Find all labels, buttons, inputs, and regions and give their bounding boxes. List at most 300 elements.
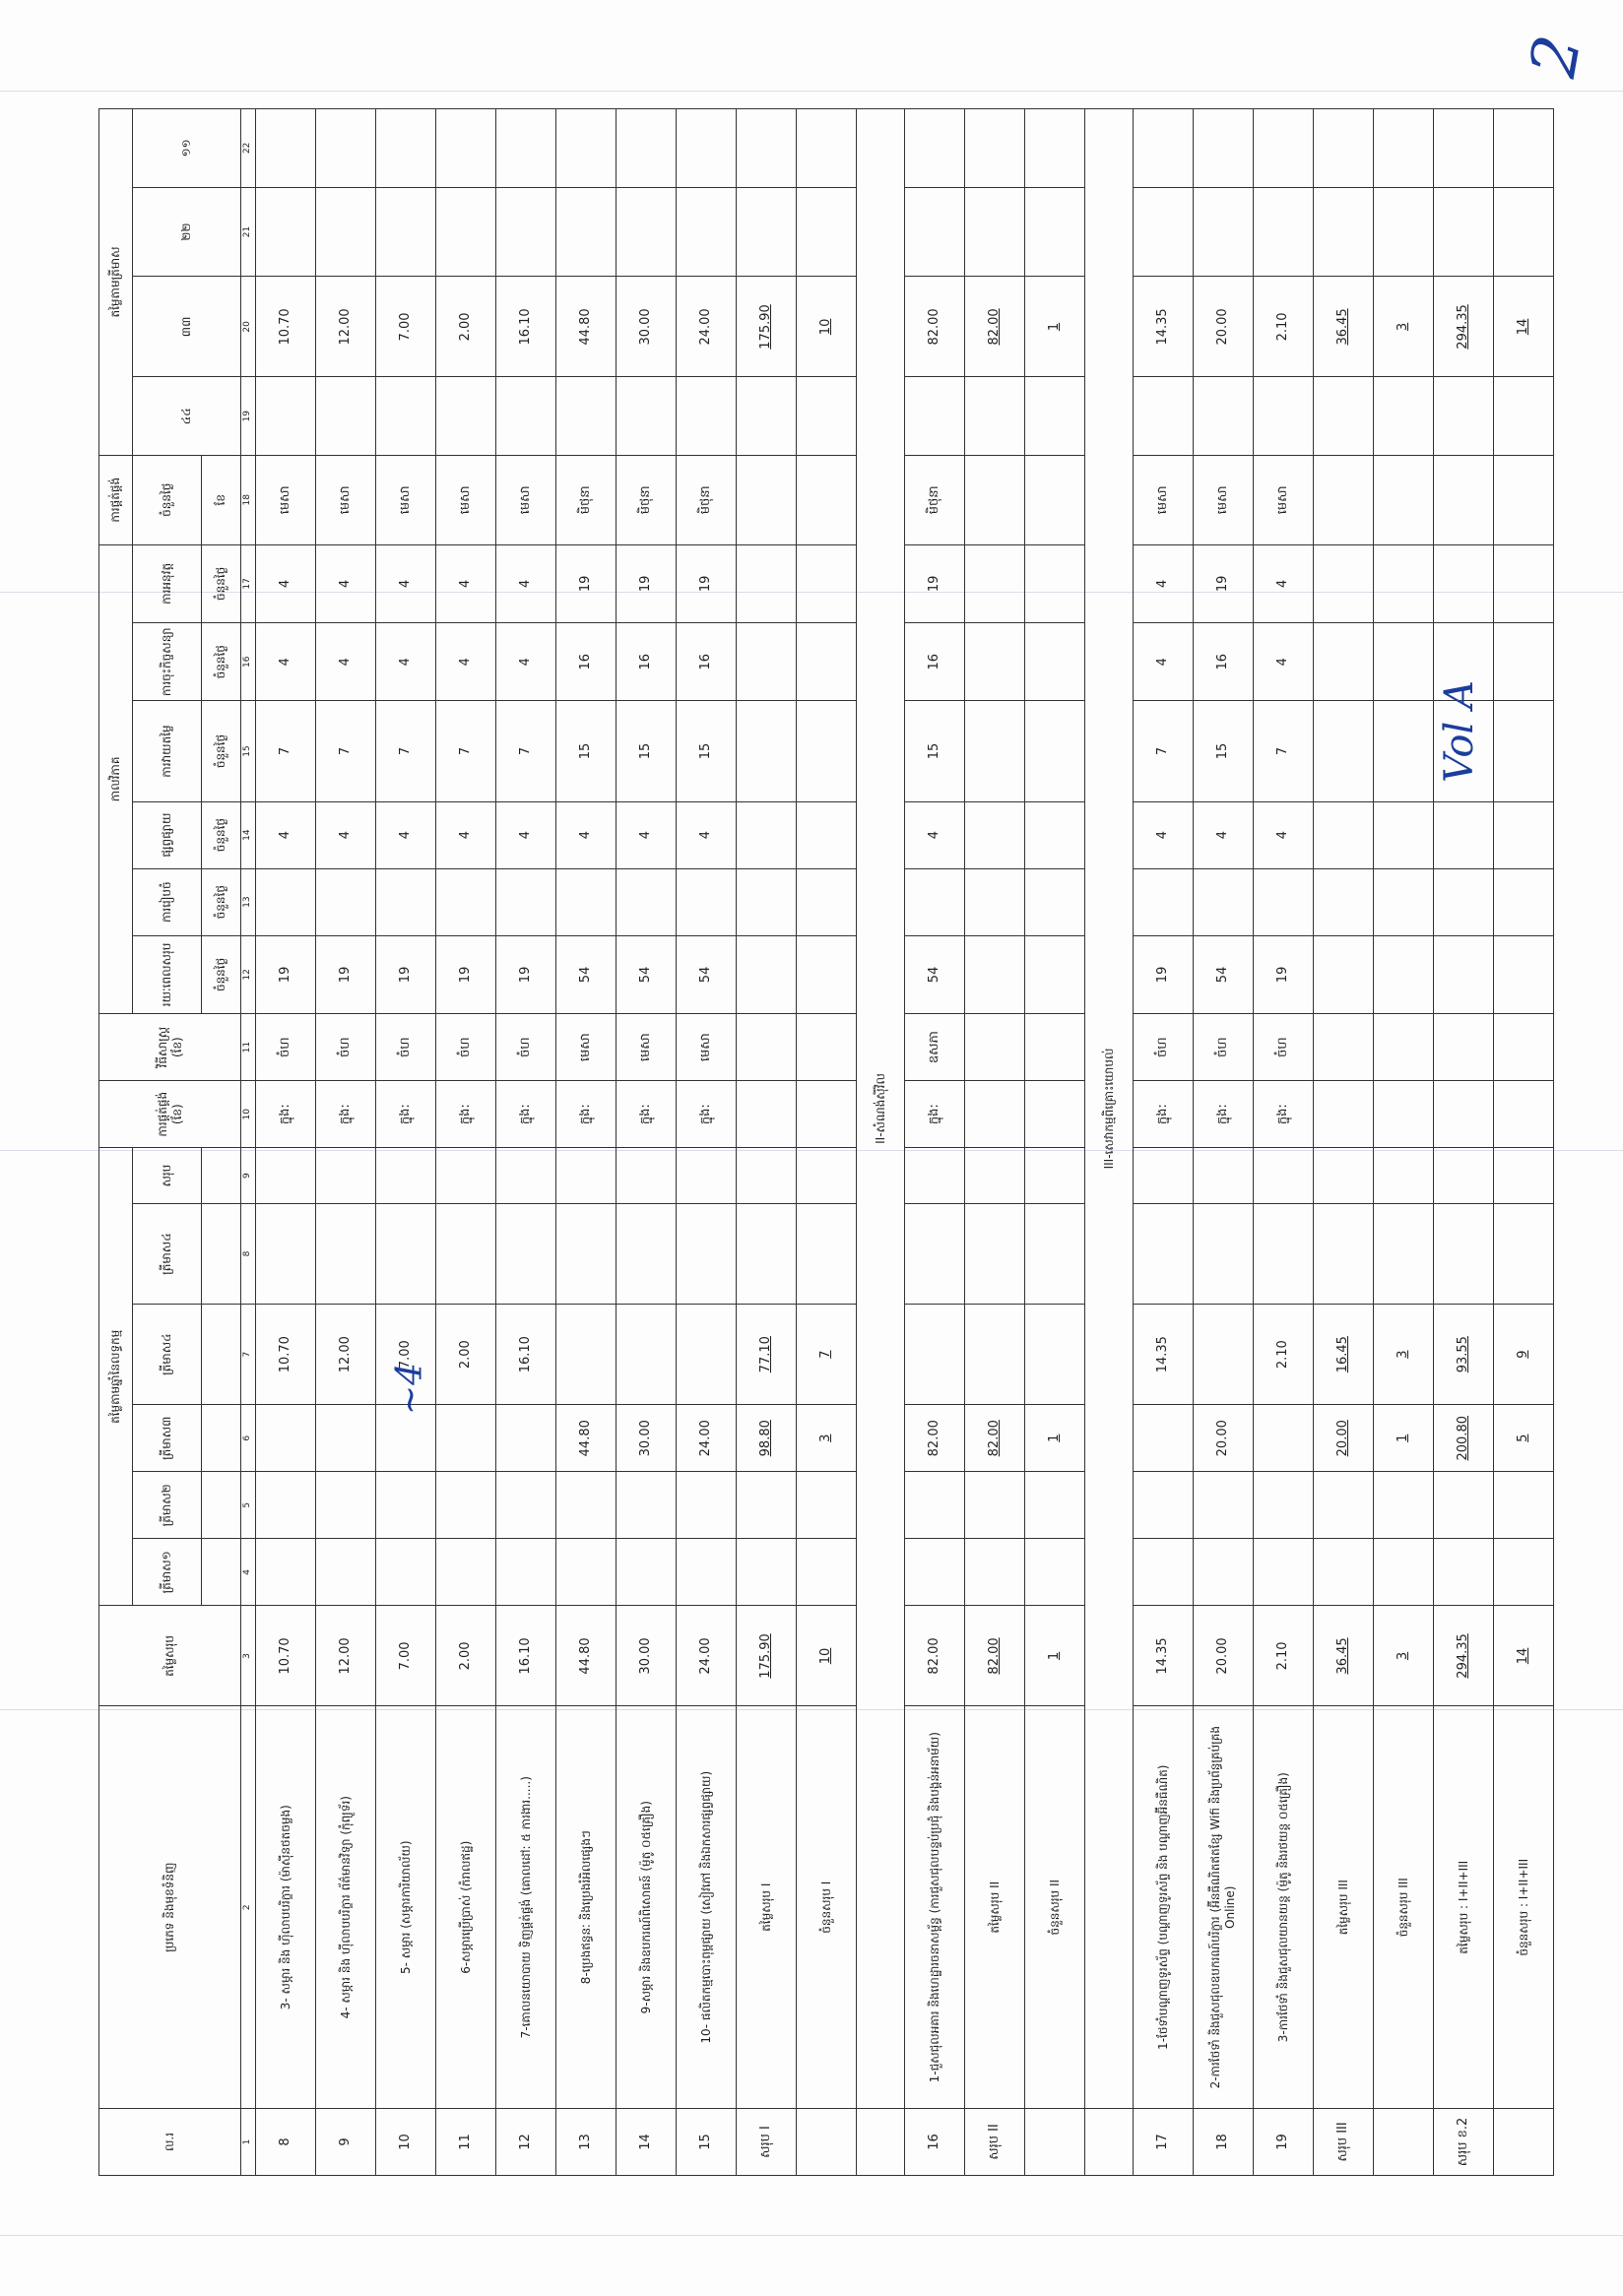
sched-total: រយៈពេលសរុប <box>133 935 202 1013</box>
quarter-cell: 82.00 <box>905 277 965 377</box>
budget-cell: 2.00 <box>436 1305 496 1405</box>
schedule-cell: 54 <box>556 935 617 1013</box>
row-no <box>1085 2108 1134 2175</box>
budget-cell <box>256 1539 316 1606</box>
quarter-cell: 2.10 <box>1254 277 1314 377</box>
row-no: 9 <box>316 2108 376 2175</box>
budget-cell <box>376 1539 436 1606</box>
schedule-cell <box>1494 544 1554 622</box>
schedule-cell: 4 <box>256 623 316 701</box>
table-row <box>316 109 376 2176</box>
budget-cell <box>496 1203 556 1304</box>
delivery-month <box>1434 455 1494 544</box>
summary-row <box>1494 109 1554 2176</box>
delivery-month <box>1025 455 1085 544</box>
schedule-cell: 4 <box>1134 623 1194 701</box>
schedule-cell: 15 <box>677 701 737 801</box>
budget-q1: ត្រីមាស១ <box>133 1539 202 1606</box>
delivery-month: មេសា <box>496 455 556 544</box>
method-b: ចំហ <box>1134 1014 1194 1081</box>
quarter-cell <box>1434 109 1494 188</box>
schedule-cell <box>1494 701 1554 801</box>
summary-row <box>1025 109 1085 2176</box>
header-no: ល.រ <box>99 2108 241 2175</box>
budget-cell <box>1434 1472 1494 1539</box>
schedule-cell: 4 <box>1254 623 1314 701</box>
table-row <box>1194 109 1254 2176</box>
header-desc: ប្រភេទ និងមុខទំនិញ <box>99 1706 241 2108</box>
budget-cell <box>436 1472 496 1539</box>
budget-cell <box>436 1203 496 1304</box>
sched-evaluate: ការវាយតម្លៃ <box>133 701 202 801</box>
column-number-row <box>241 109 256 2176</box>
budget-sum: សរុប <box>133 1148 202 1204</box>
schedule-cell <box>1314 701 1374 801</box>
quarter-cell <box>1374 187 1434 277</box>
row-no: 8 <box>256 2108 316 2175</box>
budget-cell: 77.10 <box>737 1305 797 1405</box>
budget-cell <box>617 1203 677 1304</box>
quarter-cell <box>617 377 677 455</box>
budget-cell <box>1374 1472 1434 1539</box>
budget-extra <box>617 1148 677 1204</box>
quarter-cell <box>1025 377 1085 455</box>
schedule-cell <box>1434 544 1494 622</box>
method-b <box>1025 1014 1085 1081</box>
method-b: ចំហ <box>256 1014 316 1081</box>
table-row <box>1134 109 1194 2176</box>
row-no <box>797 2108 857 2175</box>
schedule-cell: 4 <box>496 544 556 622</box>
quarter-cell <box>436 377 496 455</box>
quarter-cell <box>965 377 1025 455</box>
method-a <box>737 1081 797 1148</box>
quarter-cell <box>1254 109 1314 188</box>
budget-cell <box>905 1472 965 1539</box>
budget-cell <box>1374 1203 1434 1304</box>
quarter-cell <box>1434 377 1494 455</box>
quarter-cell <box>436 187 496 277</box>
row-total: 294.35 <box>1434 1606 1494 1706</box>
quarter-cell <box>556 187 617 277</box>
schedule-cell: 19 <box>256 935 316 1013</box>
quarter-cell: 36.45 <box>1314 277 1374 377</box>
row-no: 17 <box>1134 2108 1194 2175</box>
summary-row <box>797 109 857 2176</box>
schedule-cell: 7 <box>1134 701 1194 801</box>
quarter-cell <box>556 109 617 188</box>
budget-cell <box>556 1203 617 1304</box>
header-delivery-group: ការផ្គត់ផ្គង់ <box>99 455 133 544</box>
budget-cell <box>617 1539 677 1606</box>
quarter-cell <box>905 377 965 455</box>
row-no: 10 <box>376 2108 436 2175</box>
row-total: 10 <box>797 1606 857 1706</box>
schedule-cell <box>905 868 965 935</box>
budget-cell <box>797 1203 857 1304</box>
budget-cell <box>496 1405 556 1472</box>
schedule-cell <box>737 701 797 801</box>
method-a: ក្នុង: <box>376 1081 436 1148</box>
column-number: 16 <box>241 623 256 701</box>
summary-row <box>965 109 1025 2176</box>
row-desc: 9-សម្ភារ និងឧបករណ៍ពិសោធន៍ (ម៉ូតូ ០៥គ្រឿង) <box>617 1706 677 2108</box>
row-desc: 3-ការថែទាំ និងជួសជុលយានយន្ត (ម៉ូតូ និងរថយន្ត ០៥គ្រឿង) <box>1254 1706 1314 2108</box>
budget-cell <box>436 1405 496 1472</box>
schedule-cell: 4 <box>1254 801 1314 868</box>
budget-extra <box>556 1148 617 1204</box>
schedule-cell: 4 <box>436 801 496 868</box>
budget-cell: 14.35 <box>1134 1305 1194 1405</box>
header-budget-group: តម្លៃតាមឆ្នាំនៃលទ្ធកម្ម <box>99 1148 133 1606</box>
quarter-cell <box>1314 187 1374 277</box>
budget-cell <box>737 1472 797 1539</box>
schedule-cell: 19 <box>316 935 376 1013</box>
budget-cell: 16.45 <box>1314 1305 1374 1405</box>
schedule-cell: 19 <box>617 544 677 622</box>
schedule-cell: 4 <box>496 623 556 701</box>
method-a <box>1025 1081 1085 1148</box>
schedule-cell: 19 <box>376 935 436 1013</box>
budget-cell: 5 <box>1494 1405 1554 1472</box>
quarter-cell <box>905 109 965 188</box>
budget-cell <box>1314 1203 1374 1304</box>
budget-extra <box>905 1148 965 1204</box>
budget-cell <box>1134 1472 1194 1539</box>
budget-cell <box>737 1203 797 1304</box>
budget-cell: 98.80 <box>737 1405 797 1472</box>
delivery-month <box>737 455 797 544</box>
budget-cell: 2.10 <box>1254 1305 1314 1405</box>
quarter-cell <box>1134 109 1194 188</box>
sched-unit-4: ចំនួនថ្ងៃ <box>202 701 241 801</box>
quarter-cell <box>376 377 436 455</box>
budget-cell <box>1025 1305 1085 1405</box>
row-no: 15 <box>677 2108 737 2175</box>
budget-cell <box>556 1305 617 1405</box>
column-number: 3 <box>241 1606 256 1706</box>
schedule-cell: 4 <box>316 623 376 701</box>
delivery-month <box>1374 455 1434 544</box>
schedule-cell <box>965 701 1025 801</box>
method-a <box>1434 1081 1494 1148</box>
quarter-cell <box>1494 187 1554 277</box>
method-b: ចំហ <box>436 1014 496 1081</box>
schedule-cell: 4 <box>1134 544 1194 622</box>
quarter-cell: 14 <box>1494 277 1554 377</box>
column-number: 19 <box>241 377 256 455</box>
method-b: មេសា <box>617 1014 677 1081</box>
column-number: 13 <box>241 868 256 935</box>
quarter-cell: 10.70 <box>256 277 316 377</box>
schedule-cell <box>737 801 797 868</box>
schedule-cell <box>965 935 1025 1013</box>
schedule-cell <box>965 544 1025 622</box>
schedule-cell <box>1025 623 1085 701</box>
schedule-cell: 15 <box>905 701 965 801</box>
sched-unit-3: ចំនួនថ្ងៃ <box>202 801 241 868</box>
schedule-cell: 4 <box>436 623 496 701</box>
quarter-cell <box>1194 109 1254 188</box>
row-no: 18 <box>1194 2108 1254 2175</box>
row-no: 13 <box>556 2108 617 2175</box>
delivery-month: មេសា <box>1134 455 1194 544</box>
schedule-cell: 4 <box>316 801 376 868</box>
column-number: 1 <box>241 2108 256 2175</box>
schedule-cell: 54 <box>617 935 677 1013</box>
sched-prep: ការរៀបចំ <box>133 868 202 935</box>
budget-cell <box>1025 1203 1085 1304</box>
budget-cell <box>1434 1203 1494 1304</box>
budget-cell <box>905 1203 965 1304</box>
quarter-cell <box>617 109 677 188</box>
row-total: 12.00 <box>316 1606 376 1706</box>
method-a: ក្នុង: <box>677 1081 737 1148</box>
budget-cell <box>1194 1203 1254 1304</box>
budget-cell <box>737 1539 797 1606</box>
schedule-cell: 7 <box>496 701 556 801</box>
budget-cell <box>677 1472 737 1539</box>
quarter-cell <box>677 109 737 188</box>
budget-cell <box>1194 1539 1254 1606</box>
delivery-month: មេសា <box>436 455 496 544</box>
schedule-cell: 4 <box>376 801 436 868</box>
schedule-cell: 15 <box>556 701 617 801</box>
schedule-cell <box>1494 801 1554 868</box>
quarter-cell <box>965 187 1025 277</box>
row-no: 16 <box>905 2108 965 2175</box>
quarter-cell <box>1025 187 1085 277</box>
method-a: ក្នុង: <box>1134 1081 1194 1148</box>
budget-unit-4 <box>202 1305 241 1405</box>
budget-cell: 24.00 <box>677 1405 737 1472</box>
budget-cell <box>1134 1539 1194 1606</box>
header-method-a: ការផ្គត់ផ្គង់ (ខែ) <box>99 1081 241 1148</box>
schedule-cell <box>376 868 436 935</box>
row-desc: 5- សម្ភារ (សម្ភារការិយាល័យ) <box>376 1706 436 2108</box>
budget-extra <box>797 1148 857 1204</box>
quarter-cell <box>797 377 857 455</box>
method-b <box>965 1014 1025 1081</box>
budget-cell <box>316 1405 376 1472</box>
budget-unit-3 <box>202 1405 241 1472</box>
section-label: II-សំណង់ស៊ីវិល <box>857 109 905 2109</box>
column-number: 18 <box>241 455 256 544</box>
quarter-cell: 14.35 <box>1134 277 1194 377</box>
budget-extra <box>256 1148 316 1204</box>
schedule-cell <box>1434 868 1494 935</box>
budget-q5: ត្រីមាស៤ <box>133 1203 202 1304</box>
row-total: 24.00 <box>677 1606 737 1706</box>
budget-extra <box>1254 1148 1314 1204</box>
schedule-cell <box>1434 935 1494 1013</box>
budget-unit-6 <box>202 1148 241 1204</box>
schedule-cell <box>1374 935 1434 1013</box>
schedule-cell <box>1374 623 1434 701</box>
quarter-cell <box>1434 187 1494 277</box>
budget-cell <box>797 1539 857 1606</box>
schedule-cell <box>737 544 797 622</box>
budget-cell <box>1025 1472 1085 1539</box>
schedule-cell <box>1374 701 1434 801</box>
row-desc: 4- សម្ភារ និង ហ៊ីលាបបរិក្ខារ ព័ត៌មានវិទ្យា (កុំព្យូទ័រ) <box>316 1706 376 2108</box>
budget-unit-1 <box>202 1539 241 1606</box>
schedule-cell <box>1025 935 1085 1013</box>
row-total: 30.00 <box>617 1606 677 1706</box>
row-total: 2.10 <box>1254 1606 1314 1706</box>
row-total: 10.70 <box>256 1606 316 1706</box>
quarter-cell <box>737 187 797 277</box>
budget-cell: 82.00 <box>965 1405 1025 1472</box>
method-b: មេសា <box>556 1014 617 1081</box>
sched-publish: ផ្សព្វផ្សាយ <box>133 801 202 868</box>
row-desc: តម្លៃសរុប : I+II+III <box>1434 1706 1494 2108</box>
budget-cell <box>1134 1203 1194 1304</box>
budget-extra <box>1314 1148 1374 1204</box>
budget-cell: 20.00 <box>1194 1405 1254 1472</box>
column-number: 20 <box>241 277 256 377</box>
budget-cell <box>496 1472 556 1539</box>
quarter-cell <box>905 187 965 277</box>
row-no: 14 <box>617 2108 677 2175</box>
delivery-month: មិថុនា <box>905 455 965 544</box>
row-no <box>1374 2108 1434 2175</box>
column-number: 22 <box>241 109 256 188</box>
row-no <box>1494 2108 1554 2175</box>
schedule-cell <box>797 935 857 1013</box>
budget-cell <box>256 1405 316 1472</box>
schedule-cell: 4 <box>905 801 965 868</box>
row-desc: ចំនួនសរុប II <box>1025 1706 1085 2108</box>
method-b <box>1434 1014 1494 1081</box>
sched-unit-2: ចំនួនថ្ងៃ <box>202 868 241 935</box>
schedule-cell <box>617 868 677 935</box>
row-total: 36.45 <box>1314 1606 1374 1706</box>
delivery-month: មេសា <box>316 455 376 544</box>
quarter-cell <box>496 377 556 455</box>
budget-cell <box>376 1472 436 1539</box>
row-no <box>857 2108 905 2175</box>
quarter-cell <box>496 187 556 277</box>
quarter-cell <box>1494 377 1554 455</box>
schedule-cell: 19 <box>677 544 737 622</box>
row-desc: តម្លៃសរុប III <box>1314 1706 1374 2108</box>
schedule-cell: 15 <box>1194 701 1254 801</box>
column-number: 15 <box>241 701 256 801</box>
budget-extra <box>1434 1148 1494 1204</box>
budget-cell <box>1194 1472 1254 1539</box>
method-b: មេសា <box>677 1014 737 1081</box>
row-desc: តម្លៃសរុប I <box>737 1706 797 2108</box>
quarter-cell <box>677 187 737 277</box>
header-method-b: វិធីសាស្ត្រ (ខែ) <box>99 1014 241 1081</box>
budget-cell <box>1314 1539 1374 1606</box>
budget-cell: 44.80 <box>556 1405 617 1472</box>
quarter-cell: 2.00 <box>436 277 496 377</box>
method-a <box>965 1081 1025 1148</box>
method-b <box>1494 1014 1554 1081</box>
schedule-cell: 54 <box>905 935 965 1013</box>
column-number: 7 <box>241 1305 256 1405</box>
budget-extra <box>737 1148 797 1204</box>
quarter-cell <box>1194 187 1254 277</box>
schedule-cell: 19 <box>1194 544 1254 622</box>
schedule-cell <box>256 868 316 935</box>
budget-extra <box>1374 1148 1434 1204</box>
budget-cell <box>617 1305 677 1405</box>
quarter-cell <box>316 109 376 188</box>
quarter-cell <box>677 377 737 455</box>
schedule-cell: 19 <box>905 544 965 622</box>
budget-cell <box>1494 1203 1554 1304</box>
method-a: ក្នុង: <box>496 1081 556 1148</box>
schedule-cell <box>965 801 1025 868</box>
schedule-cell: 54 <box>1194 935 1254 1013</box>
table-row <box>677 109 737 2176</box>
method-a: ក្នុង: <box>905 1081 965 1148</box>
quarter-cell <box>436 109 496 188</box>
budget-cell <box>496 1539 556 1606</box>
budget-extra <box>1025 1148 1085 1204</box>
schedule-cell: 4 <box>1134 801 1194 868</box>
budget-cell: 1 <box>1374 1405 1434 1472</box>
quarter-cell: 16.10 <box>496 277 556 377</box>
quarter-cell <box>316 377 376 455</box>
schedule-cell: 19 <box>436 935 496 1013</box>
schedule-cell <box>737 623 797 701</box>
budget-cell <box>556 1539 617 1606</box>
quarter-cell <box>1314 377 1374 455</box>
row-no: 11 <box>436 2108 496 2175</box>
schedule-cell: 4 <box>256 544 316 622</box>
budget-cell <box>965 1539 1025 1606</box>
column-number: 17 <box>241 544 256 622</box>
header-total: តម្លៃសរុប <box>99 1606 241 1706</box>
row-total: 14.35 <box>1134 1606 1194 1706</box>
table-row <box>376 109 436 2176</box>
summary-row <box>737 109 797 2176</box>
row-total: 175.90 <box>737 1606 797 1706</box>
schedule-cell <box>436 868 496 935</box>
header-quarterly-group: តម្លៃតាមត្រីមាស <box>99 109 133 456</box>
row-no: សរុប ខ.2 <box>1434 2108 1494 2175</box>
quarter-cell <box>376 109 436 188</box>
schedule-cell: 4 <box>436 544 496 622</box>
sched-execute: ការអនុវត្ត <box>133 544 202 622</box>
schedule-cell <box>965 623 1025 701</box>
budget-cell <box>965 1472 1025 1539</box>
budget-cell <box>1025 1539 1085 1606</box>
row-desc: តម្លៃសរុប II <box>965 1706 1025 2108</box>
quarter-cell: 10 <box>797 277 857 377</box>
schedule-cell <box>1314 935 1374 1013</box>
budget-cell: 3 <box>1374 1305 1434 1405</box>
quarter-4: ៤៤ <box>133 377 241 455</box>
quarter-cell <box>376 187 436 277</box>
quarter-cell <box>256 377 316 455</box>
procurement-plan-table <box>98 108 1554 2176</box>
budget-cell: 9 <box>1494 1305 1554 1405</box>
quarter-3: ៣៣ <box>133 277 241 377</box>
section-label: III-សេវាកម្មពិគ្រោះយោបល់ <box>1085 109 1134 2109</box>
schedule-cell <box>1134 868 1194 935</box>
row-no: សរុប I <box>737 2108 797 2175</box>
quarter-cell: 82.00 <box>965 277 1025 377</box>
row-desc: 7-គោលនយោបាយ ទិញ​ផ្គត់ផ្គង់ (គោលដៅ: ៥ ការងារ.....) <box>496 1706 556 2108</box>
column-number: 11 <box>241 1014 256 1081</box>
budget-cell <box>1134 1405 1194 1472</box>
schedule-cell: 16 <box>556 623 617 701</box>
